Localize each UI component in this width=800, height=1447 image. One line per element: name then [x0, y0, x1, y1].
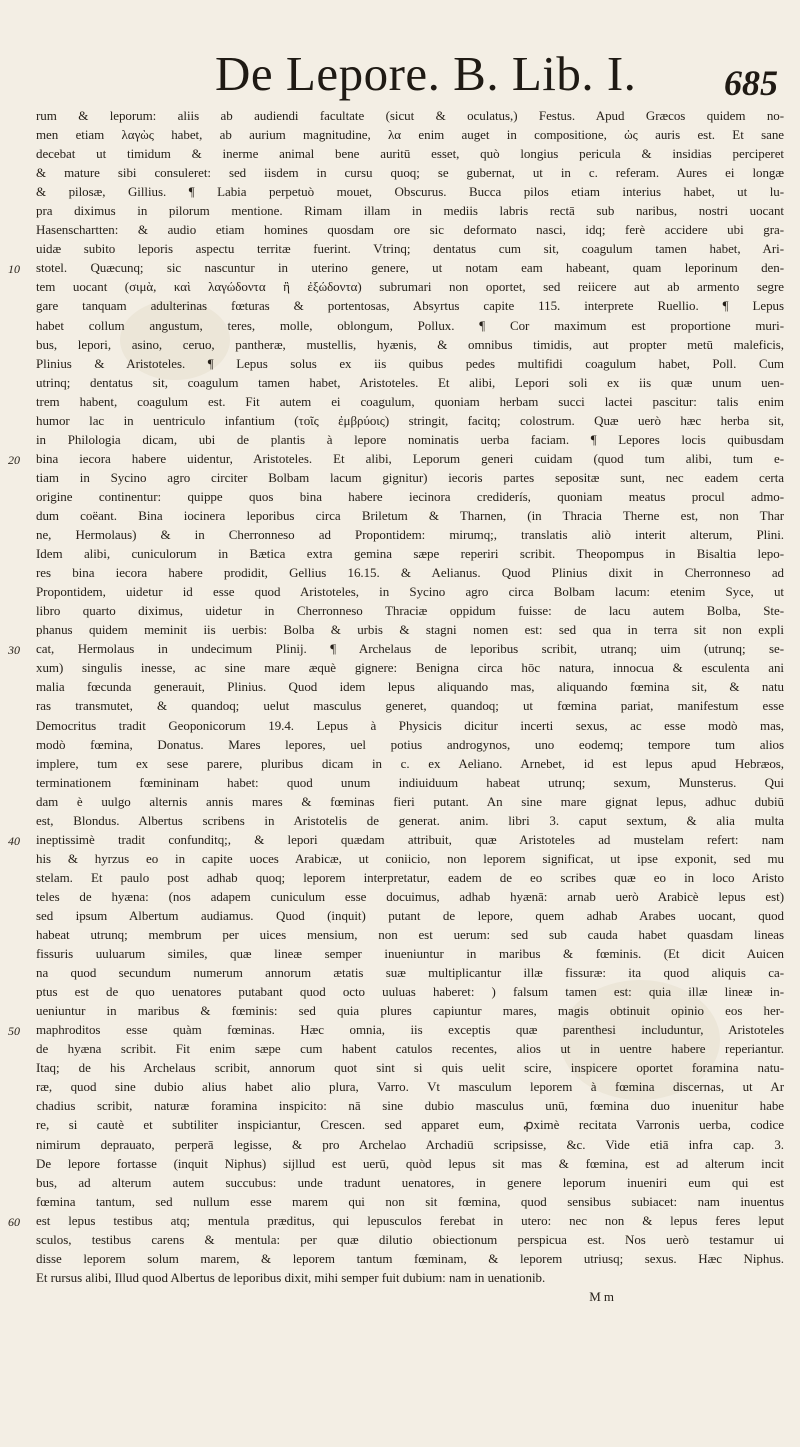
page-header — [0, 46, 800, 106]
text-line: libro quarto diximus, uidetur in Cherronneso Thraciæ oppidum fuisse: de lacu autem Bolba, Ste- — [36, 603, 784, 619]
text-line: nimirum deprauato, perperā legisse, & pro Archelao Archadiū scripsisse, &c. Vide etiā infra cap. 3. — [36, 1136, 784, 1152]
running-title: De Lepore. B. Lib. I. — [215, 46, 637, 101]
text-line: bus, ad alterum autem succubus: unde tradunt uenatores, in genere leporum inueniri eum qui est — [36, 1174, 784, 1190]
text-line: res bina iecora habere prodidit, Gellius 16.15. & Aelianus. Quod Plinius dixit in Cherronneso ad — [36, 565, 784, 581]
text-line: rum & leporum: aliis ab audiendi facultate (sicut & oculatus,) Festus. Apud Græcos quidem no- — [36, 108, 784, 123]
signature-mark: M m — [589, 1288, 614, 1304]
text-line: fœmina tantum, sed nullum esse marem qui non sit fœmina, quod sensibus subiacet: nam inuentus — [36, 1193, 784, 1209]
text-line: sed ipsum Albertum audiamus. Quod (inquit) putant de lepore, quem adhab Arabes uocant, quod — [36, 907, 784, 923]
text-line: ne, Hermolaus) & in Cherronneso ad Propontidem: mirumq;, translatis aliò interit alterum, Plini. — [36, 527, 784, 543]
text-line: ræ, quod sine dubio alius habet alio plura, Varro. Vt masculum leporem à fœmina discernas, ut Ar — [36, 1079, 784, 1095]
text-line: re, si cautè et subtiliter inspiciantur, Crescen. sed apparet eum, ꝓximè recitata Varronis uerba, codice — [36, 1117, 784, 1133]
text-line: modò fœmina, Donatus. Mares lepores, uel potius androgynos, uno eodemq; tempore tum alios — [36, 736, 784, 752]
line-number: 50 — [8, 1024, 20, 1038]
text-line: his & hyrzus eo in capite uoces Arabicæ, ut coniicio, non leporem significat, ut ipse exponit, sed mu — [36, 850, 784, 866]
text-line: Idem alibi, cuniculorum in Bætica extra gemina sæpe reperiri scribit. Theopompus in Bisaltia lepo- — [36, 546, 784, 562]
text-line: habet collum angustum, teres, molle, oblongum, Pollux. ¶ Cor maximum est proportione muri- — [36, 317, 784, 333]
text-line: terminationem fœmininam habet: quod unum indiuiduum habeat utrunq; sexum, Munsterus. Qui — [36, 774, 784, 790]
text-line: ineptissimè tradit confunditq;, & lepori quædam attribuit, quæ Aristoteles ad mustelam refert: nam — [36, 831, 784, 847]
text-line: est, Blondus. Albertus scribens in Aristotelis de generat. anim. libri 3. caput sextum, & alia multa — [36, 812, 784, 828]
text-line: humor lac in uentriculo infantium (τοῖς ἐμβρύοις) stringit, facitq; colostrum. Quæ uerò hæc herba sit, — [36, 412, 784, 428]
text-line: origine continentur: quippe quos bina habere iecinora crediderís, quoniam meatus procul admo- — [36, 488, 784, 504]
text-line: bus, lepori, asino, ceruo, pantheræ, mustellis, hyænis, & omnibus timidis, aut propter metū maleficis, — [36, 336, 784, 352]
text-line: Plinius & Aristoteles. ¶ Lepus solus ex iis quibus pedes multifidi coagulum habet, Poll. Cum — [36, 355, 784, 371]
text-line: maphroditos esse quàm fœminas. Hæc omnia, iis exceptis quæ parenthesi includuntur, Aristoteles — [36, 1022, 784, 1038]
text-line: stotel. Quæcunq; sic nascuntur in uterino genere, ut notam eam habeant, quam leporinum den- — [36, 260, 784, 276]
text-line: sculos, testibus carens & mentula: per quæ dilutio obiectionum perspicua est. Nos uerò testamur ui — [36, 1231, 784, 1247]
text-line: xum) singulis inesse, ac sine mare æquè gignere: Benigna circa hōc natura, innocua & esculenta ani — [36, 660, 784, 676]
text-line: ptus est de quo uenatores putabant quod octo uuluas haberet: ) falsum tamen est: quia illæ lineæ in- — [36, 984, 784, 1000]
text-line: utrinq; dentatus sit, coagulum tamen habet, Aristoteles. Et alibi, Lepori soli ex iis quæ unum uen- — [36, 374, 784, 390]
text-line: Et rursus alibi, Illud quod Albertus de leporibus dixit, mihi semper fuit dubium: nam in uenationib. — [36, 1269, 546, 1285]
text-line: fissuris uuluarum similes, quæ lineæ semper inueniuntur in maribus & fœminis. (Et dicit Auicen — [36, 946, 784, 962]
text-line: ras transmutet, & quandoq; uelut masculus generet, quandoq; ut fœmina pariat, manifestum esse — [36, 698, 784, 714]
text-line: pra diximus in pilorum mentione. Rimam illam in mediis labris rectā sub naribus, nostri uocant — [36, 203, 784, 219]
line-number: 10 — [8, 262, 20, 276]
text-line: tiam in Sycino agro circiter Bolbam lacum gignitur) iecoris partes sepositæ sunt, nec eadem certa — [36, 469, 784, 485]
text-line: malia fœcunda generauit, Plinius. Quod idem lepus aliquando mas, aliquando fœmina sit, & natu — [36, 679, 784, 695]
text-line: & pilosæ, Gillius. ¶ Labia perpetuò mouet, Obscurus. Bucca pilos etiam interius habet, ut lu- — [36, 184, 784, 200]
text-line: habeat utrunq; membrum per uices mensium, non est uerum: sed sub cauda habet quasdam lineas — [36, 927, 784, 943]
line-number: 40 — [8, 834, 20, 848]
text-line: & mature sibi consuleret: sed iisdem in cursu quoq; se gubernat, ut in c. referam. Aures ei longæ — [36, 165, 784, 181]
line-number: 30 — [8, 643, 20, 657]
text-line: gare tanquam adulterinas fœturas & portentosas, Absyrtus capite 115. interprete Ruellio. ¶ Lepus — [36, 298, 784, 314]
text-line: est lepus testibus atq; mentula præditus, qui lepusculos ferebat in utero: nec non & lepus feres leput — [36, 1212, 784, 1228]
text-line: dam è uulgo alternis annis mares & fœminas fieri putant. An sine mare gignat lepus, adhuc dubiū — [36, 793, 784, 809]
text-line: na quod secundum numerum annorum ætatis suæ multiplicantur illæ fissuræ: ita quod aliquis ca- — [36, 965, 784, 981]
text-line: decebat ut timidum & inerme animal bene auritū esset, quò longius pericula & insidias perciperet — [36, 146, 784, 162]
text-line: Propontidem, uidetur id esse quod Aristoteles, in Sycino agro circa Bolbam lacum: etenim Syce, ut — [36, 584, 784, 600]
text-line: De lepore fortasse (inquit Niphus) sijllud est uerū, quòd lepus sit mas & fœmina, est ad alterum incit — [36, 1155, 784, 1171]
text-line: Democritus tradit Geoponicorum 19.4. Lepus à Physicis dicitur incerti sexus, ac esse modò mas, — [36, 717, 784, 733]
text-line: in Philologia dicam, ubi de plantis à lepore nominatis uerba faciam. ¶ Lepores locis quibusdam — [36, 431, 784, 447]
text-line: uidæ subito leporis aspectu territæ fuerint. Vtrinq; dentatus cum sit, coagulum tamen habet, Ari- — [36, 241, 784, 257]
text-line: implere, tum ex sese parere, pluribus dicam in c. ex Aeliano. Arnebet, id est lepus apud Hebræos, — [36, 755, 784, 771]
text-line: trem habent, coagulum est. Fit autem ei coagulum, quoniam herbam succi lactei pascitur: talis enim — [36, 393, 784, 409]
text-line: tem uocant (σιμὰ, καὶ λαγώδοντα ἢ ἐξώδοντα) subrumari non oportet, sed reiicere aut ab armento segre — [36, 279, 784, 295]
line-number: 20 — [8, 453, 20, 467]
text-line: chadius scribit, naturæ foramina inspicito: nā sine dubio masculus unū, fœmina duo inuenitur habe — [36, 1098, 784, 1114]
text-line: Itaq; de his Archelaus scribit, annorum quot sint si quis uelit scire, inspicere oportet foramina natu- — [36, 1060, 784, 1076]
text-line: dum coëant. Bina iocinera leporibus circa Briletum & Tharnen, (in Thracia Therne est, non Thar — [36, 507, 784, 523]
text-line: bina iecora habere uidentur, Aristoteles. Et alibi, Leporum generi cuidam (quod tum alibi, tum e- — [36, 450, 784, 466]
text-line: men etiam λαγὼς habet, ab aurium magnitudine, λα enim auget in compositione, ὠς auris est. Et sane — [36, 127, 784, 143]
body-text — [36, 106, 784, 1306]
text-line: Hasenschartten: & audio etiam homines quosdam ore sic deformato nasci, idq; ferè accidere ubi gra- — [36, 222, 784, 238]
text-line: ueniuntur in maribus & fœminis: sed quia plures capiuntur mares, magis obtinuit opinio eos her- — [36, 1003, 784, 1019]
text-line: cat, Hermolaus in undecimum Plinij. ¶ Archelaus de leporibus scribit, utranq; uim (utrunq; se- — [36, 641, 784, 657]
text-line: de hyæna scribit. Fit enim sæpe cum habent catulos recentes, alios ut in uentre habere reperiantur. — [36, 1041, 784, 1057]
text-line: teles de hyæna: (nos adapem cuniculum esse docuimus, adhab hyænā: arnab uerò Arabicè lepus est) — [36, 888, 784, 904]
text-line: phanus quidem meminit iis uerbis: Bolba & urbis & stagni nomen est: sed qua in terra sit non expli — [36, 622, 784, 638]
text-line: disse leporem solum marem, & leporem tantum fœminam, & leporem utriusq; sexus. Hæc Niphus. — [36, 1250, 784, 1266]
line-number: 60 — [8, 1215, 20, 1229]
page-number: 685 — [724, 63, 778, 103]
text-line: stelam. Et paulo post adhab quoq; leporem interpretatur, eadem de eo scribes quæ eo in loco Aristo — [36, 869, 784, 885]
